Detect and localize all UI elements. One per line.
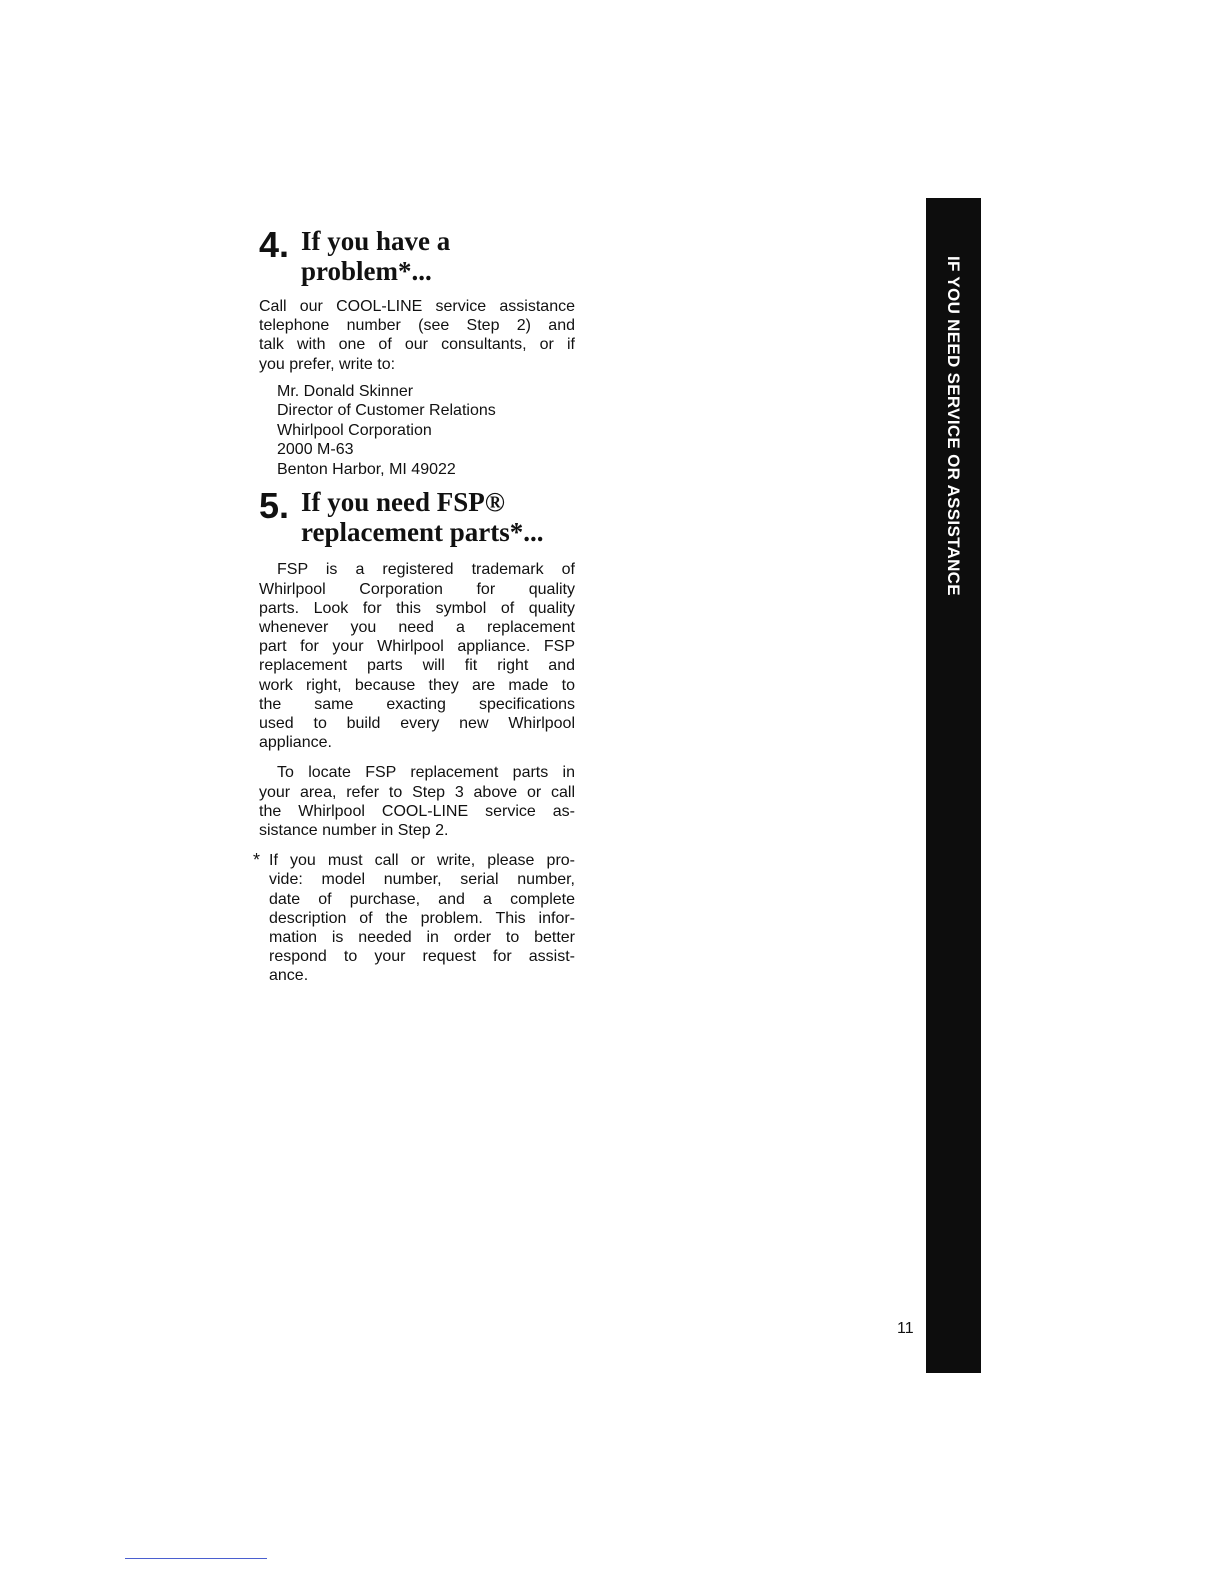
text-line: the same exacting specifications [259,695,575,713]
text-line: work right, because they are made to [259,676,575,694]
main-column [253,224,575,986]
text-line: If you must call or write, please pro- [269,852,575,870]
section-4-number: 4. [259,224,290,265]
address-line: 2000 M-63 [277,441,354,459]
section-5-number: 5. [259,485,290,527]
side-tab-label: IF YOU NEED SERVICE OR ASSISTANCE [944,256,963,596]
section-4-title-line: problem*... [301,256,432,286]
section-5-paragraph-2 [259,763,575,840]
address-line: Whirlpool Corporation [277,421,432,439]
text-line: the Whirlpool COOL-LINE service as- [259,802,575,820]
footer-rule [125,1558,267,1559]
footnote [253,850,575,985]
mailing-address [277,382,575,480]
text-line: telephone number (see Step 2) and [259,317,575,335]
page-number: 11 [897,1320,914,1337]
text-line: FSP is a registered trademark of [277,561,575,579]
text-line: Call our COOL-LINE service assistance [259,298,575,315]
text-line: whenever you need a replacement [259,618,575,636]
address-line: Director of Customer Relations [277,402,496,420]
text-line: ance. [269,967,309,985]
text-line: talk with one of our consultants, or if [259,336,575,354]
text-line: appliance. [259,734,332,752]
section-5-title-line: If you need FSP® [301,487,505,518]
text-line: Whirlpool Corporation for quality [259,580,575,598]
section-4-title-line: If you have a [301,226,451,256]
text-line: part for your Whirlpool appliance. FSP [259,638,575,656]
footnote-marker: * [253,850,261,871]
section-4-heading [259,226,575,286]
text-line: To locate FSP replacement parts in [277,764,575,782]
text-line: your area, refer to Step 3 above or call [259,783,575,801]
section-5-paragraph-1 [259,560,575,752]
section-5-title-line: replacement parts*... [301,517,544,548]
text-line: used to build every new Whirlpool [259,714,575,732]
text-line: you prefer, write to: [259,355,396,373]
text-line: replacement parts will fit right and [259,657,575,675]
address-line: Mr. Donald Skinner [277,382,414,400]
text-line: parts. Look for this symbol of quality [259,599,575,617]
text-line: date of purchase, and a complete [269,890,575,908]
text-line: respond to your request for assist- [269,948,575,966]
text-line: mation is needed in order to better [269,928,575,946]
section-side-tab [926,198,981,1373]
section-4-intro [259,297,575,374]
text-line: vide: model number, serial number, [269,871,575,889]
text-line: description of the problem. This infor- [269,909,575,927]
text-line: sistance number in Step 2. [259,821,449,839]
section-5-heading [259,487,575,547]
address-line: Benton Harbor, MI 49022 [277,460,456,478]
